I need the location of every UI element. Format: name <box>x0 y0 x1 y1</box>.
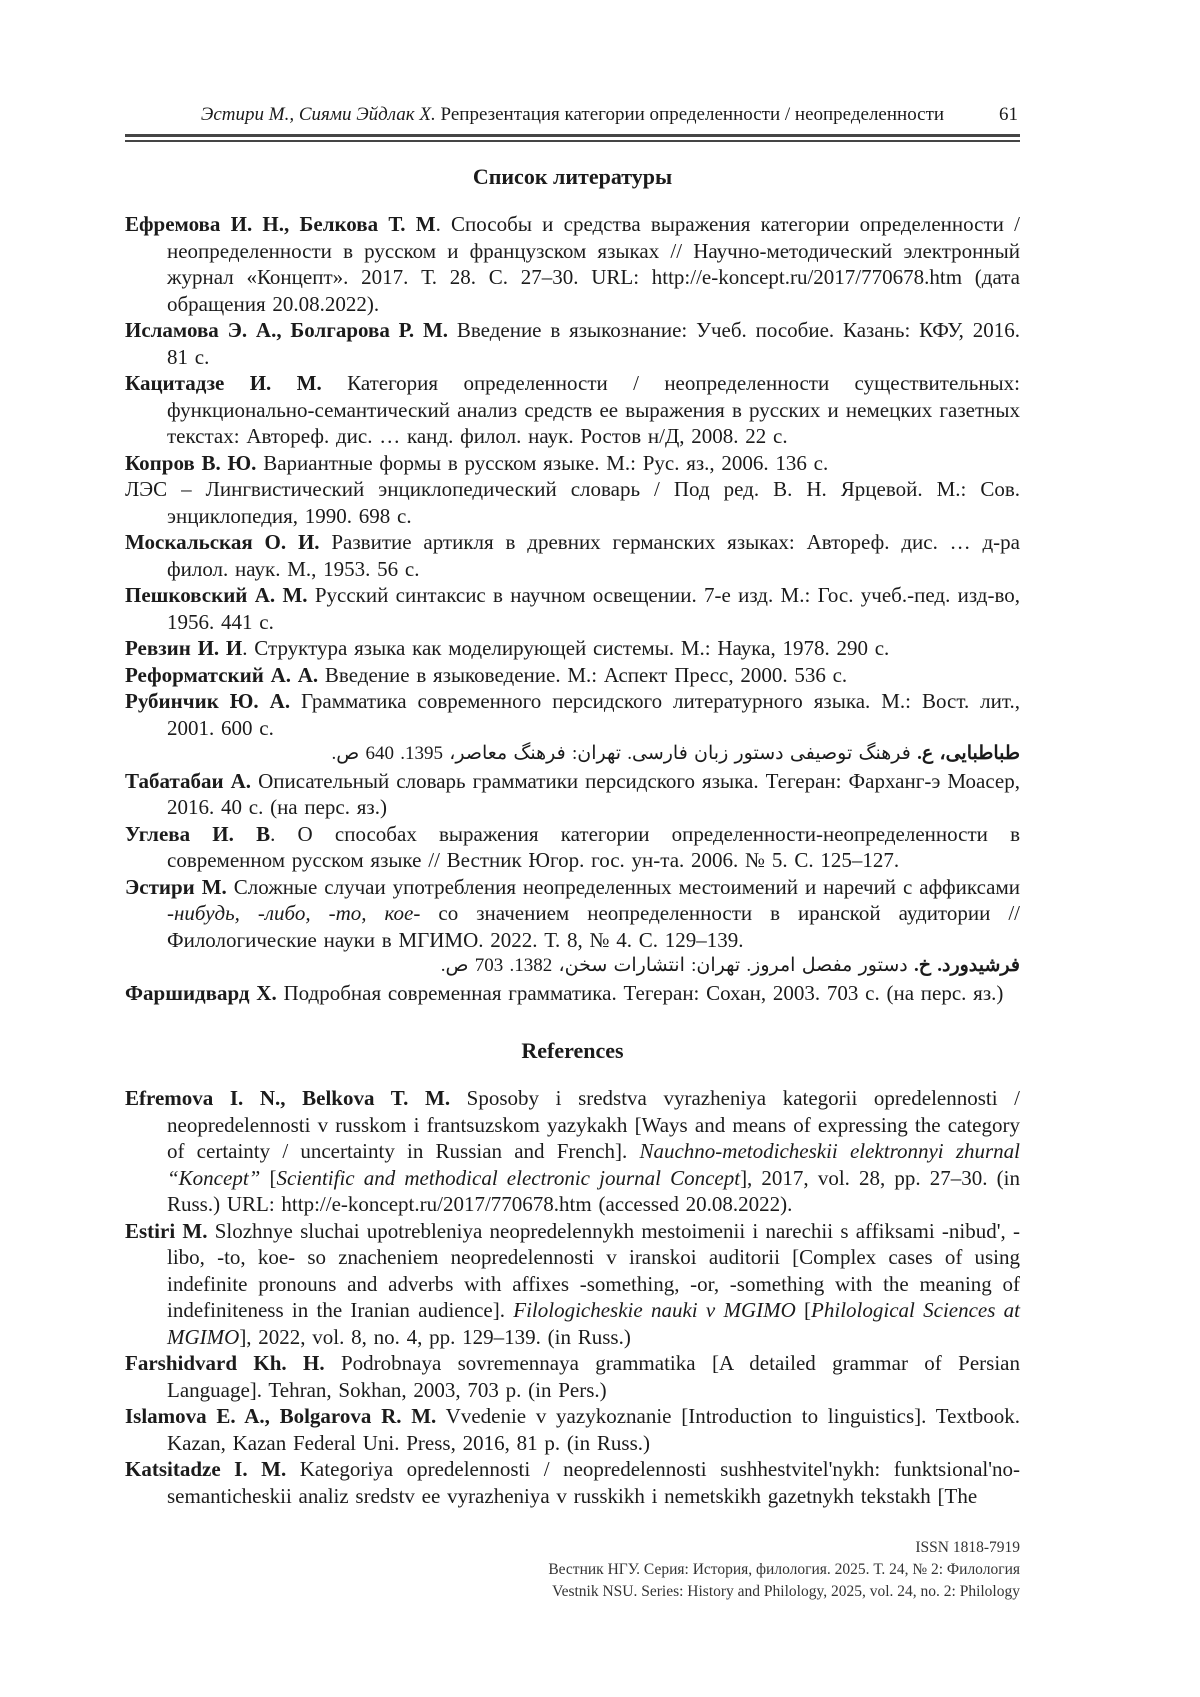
reference-list-translit <box>125 1085 1020 1509</box>
entry-text: [ <box>795 1298 812 1322</box>
reference-entry <box>125 688 1020 741</box>
reference-entry <box>125 980 1020 1007</box>
entry-text: Развитие артикля в древних германских языках: Автореф. дис. … д-ра филол. наук. М., 1953. 56 с. <box>167 530 1020 581</box>
author-name: Табатабаи А. <box>125 768 252 793</box>
section-heading-russian: Список литературы <box>472 164 673 189</box>
author-name: طباطبایی، ع. <box>917 743 1020 764</box>
author-name: Углева И. В <box>125 821 271 846</box>
author-name: Рубинчик Ю. А. <box>125 689 291 713</box>
section-bibliography <box>125 142 1020 1006</box>
author-name: Farshidvard Kh. H. <box>125 1351 325 1375</box>
author-name: Реформатский А. А. <box>125 662 319 687</box>
page-body <box>125 142 1020 1509</box>
entry-text: Podrobnaya sovremennaya grammatika [A detailed grammar of Persian Language]. Tehran, Sokhan, 2003, 703 p. (in Pers.) <box>167 1351 1020 1402</box>
entry-text: . Способы и средства выражения категории определенности / неопределенности в русском и французском языках // Научно-методический электронный журнал «Концепт». 2017. Т. 28. С. 27–30. URL: http://e-koncept.ru/2017/770678.htm (дата обращения 20.08.2022). <box>167 212 1020 316</box>
reference-entry <box>125 662 1020 689</box>
author-name: فرشیدورد. خ. <box>913 955 1020 976</box>
italic-fragment: Filologicheskie nauki v MGIMO <box>513 1298 796 1322</box>
reference-entry <box>125 768 1020 821</box>
reference-entry <box>125 1456 1020 1509</box>
entry-text: Slozhnye sluchai upotrebleniya neopredelennykh mestoimenii i narechii s affiksami -nibud', -libo, -to, koe- so znacheniem neopredelennosti v iranskoi auditorii [Complex cases of using indefinite pronouns and adverbs with affixes -something, -or, -something with the meaning of indefiniteness in the Iranian audience]. <box>167 1218 1020 1322</box>
italic-fragment: Nauchno-metodicheskii elektronnyi zhurnal “Koncept” <box>167 1139 1021 1190</box>
entry-text: ], 2022, vol. 8, no. 4, pp. 129–139. (in Russ.) <box>239 1324 631 1349</box>
reference-entry <box>125 1350 1020 1403</box>
entry-text: فرهنگ توصیفی دستور زبان فارسی. تهران: فرهنگ معاصر، 1395. 640 ص. <box>331 743 918 764</box>
author-name: Katsitadze I. M. <box>125 1457 287 1481</box>
entry-text: Вариантные формы в русском языке. М.: Рус. яз., 2006. 136 с. <box>256 450 829 475</box>
document-page <box>125 0 1020 1697</box>
reference-entry <box>125 476 1020 529</box>
page-number: 61 <box>999 104 1018 125</box>
entry-text: со значением неопределенности в иранской аудитории // Филологические науки в МГИМО. 2022. Т. 8, № 4. С. 129–139. <box>167 901 1020 952</box>
author-name: Ефремова И. Н., Белкова Т. М <box>125 212 436 236</box>
reference-list-russian <box>125 211 1020 1006</box>
author-name: Кацитадзе И. М. <box>125 371 322 395</box>
reference-entry <box>125 1085 1020 1218</box>
entry-text: دستور مفصل امروز. تهران: انتشارات سخن، 1382. 703 ص. <box>440 955 914 976</box>
entry-text: Введение в языковедение. М.: Аспект Пресс, 2000. 536 с. <box>318 662 848 687</box>
footer-journal-en: Vestnik NSU. Series: History and Philology, 2025, vol. 24, no. 2: Philology <box>552 1583 1020 1600</box>
author-name: Islamova E. A., Bolgarova R. M. <box>125 1404 437 1428</box>
reference-entry <box>125 211 1020 317</box>
entry-text: [ <box>260 1165 277 1190</box>
entry-text: Грамматика современного персидского литературного языка. М.: Вост. лит., 2001. 600 с. <box>167 689 1020 740</box>
author-name: Москальская О. И. <box>125 530 320 554</box>
entry-text: Введение в языкознание: Учеб. пособие. Казань: КФУ, 2016. 81 с. <box>167 318 1020 369</box>
reference-entry <box>125 1218 1020 1351</box>
entry-text: Сложные случаи употребления неопределенных местоимений и наречий с аффиксами <box>226 874 1021 899</box>
author-name: Пешковский А. М. <box>125 583 308 607</box>
footer-issn: ISSN 1818-7919 <box>915 1539 1020 1556</box>
reference-entry <box>125 1403 1020 1456</box>
italic-fragment: Scientific and methodical electronic journal Concept <box>276 1165 741 1190</box>
footer-journal-ru: Вестник НГУ. Серия: История, филология. 2025. Т. 24, № 2: Филология <box>548 1561 1020 1578</box>
italic-fragment: Philological Sciences at MGIMO <box>167 1298 1021 1349</box>
header-rule <box>125 134 1020 142</box>
entry-text: . О способах выражения категории определенности-неопределенности в современном русском языке // Вестник Югор. гос. ун-та. 2006. № 5. С. 125–127. <box>167 821 1020 872</box>
reference-entry <box>125 370 1020 450</box>
author-name: Исламова Э. А., Болгарова Р. М. <box>125 318 449 342</box>
entry-text: Kategoriya opredelennosti / neopredelennosti sushhestvitel'nykh: funktsional'no-semanticheskii analiz sredstv ee vyrazheniya v russkikh i nemetskikh gazetnykh tekstakh [The <box>167 1457 1020 1508</box>
section-heading-references: References <box>521 1038 624 1063</box>
reference-entry <box>125 450 1020 477</box>
reference-entry <box>125 741 1020 768</box>
italic-fragment: -нибудь, -либо, -то, кое- <box>167 901 421 925</box>
reference-entry <box>125 317 1020 370</box>
running-title <box>125 103 1020 127</box>
running-title-text: Репрезентация категории определенности / неопределенности <box>435 104 945 125</box>
page-header <box>125 0 1020 142</box>
reference-entry <box>125 582 1020 635</box>
entry-text: Подробная современная грамматика. Тегеран: Сохан, 2003. 703 с. (на перс. яз.) <box>276 980 1004 1005</box>
entry-text: Русский синтаксис в научном освещении. 7-е изд. М.: Гос. учеб.-пед. изд-во, 1956. 441 с. <box>167 583 1020 634</box>
entry-text: Vvedenie v yazykoznanie [Introduction to linguistics]. Textbook. Kazan, Kazan Federal Uni. Press, 2016, 81 p. (in Russ.) <box>167 1404 1020 1455</box>
page-footer <box>125 1537 1020 1603</box>
section-references <box>125 1006 1020 1509</box>
author-name: Estiri M. <box>125 1218 208 1243</box>
entry-text: Описательный словарь грамматики персидского языка. Тегеран: Фарханг-э Моасер, 2016. 40 с. (на перс. яз.) <box>167 768 1020 819</box>
reference-entry <box>125 953 1020 980</box>
author-name: Эстири М. <box>125 874 227 899</box>
running-title-authors: Эстири М., Сиями Эйдлак Х. <box>200 104 436 125</box>
entry-text: ], 2017, vol. 28, pp. 27–30. (in Russ.) URL: http://e-koncept.ru/2017/770678.htm (accessed 20.08.2022). <box>167 1165 1020 1216</box>
reference-entry <box>125 821 1020 874</box>
author-name: Ревзин И. И <box>125 636 243 660</box>
reference-entry <box>125 874 1020 954</box>
entry-text: Категория определенности / неопределенности существительных: функционально-семантический анализ средств ее выражения в русских и немецких газетных текстах: Автореф. дис. … канд. филол. наук. Ростов н/Д, 2008. 22 с. <box>167 371 1021 448</box>
reference-entry <box>125 529 1020 582</box>
author-name: Efremova I. N., Belkova T. M. <box>125 1086 451 1110</box>
reference-entry <box>125 635 1020 662</box>
entry-text: . Структура языка как моделирующей системы. М.: Наука, 1978. 290 с. <box>242 636 890 660</box>
entry-text: Sposoby i sredstva vyrazheniya kategorii opredelennosti / neopredelennosti v russkom i frantsuzskom yazykakh [Ways and means of expressing the category of certainty / uncertainty in Russian and French]. <box>167 1086 1020 1163</box>
author-name: Фаршидвард Х. <box>125 980 277 1005</box>
entry-text: ЛЭС – Лингвистический энциклопедический словарь / Под ред. В. Н. Ярцевой. М.: Сов. энциклопедия, 1990. 698 с. <box>125 477 1020 528</box>
author-name: Копров В. Ю. <box>125 450 257 475</box>
